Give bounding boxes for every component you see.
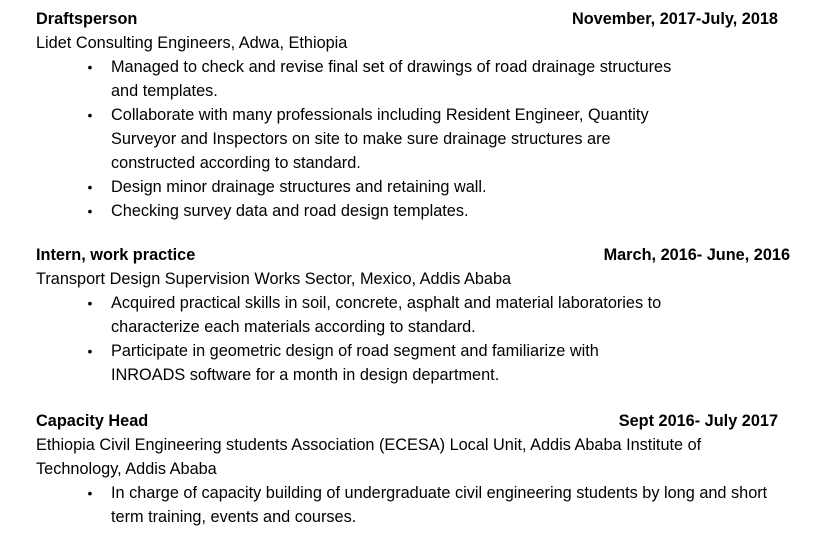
entry-header xyxy=(36,7,778,31)
list-item xyxy=(36,481,786,529)
experience-entry xyxy=(36,243,790,387)
bullet-icon: • xyxy=(87,485,93,501)
bullet-icon: • xyxy=(87,203,93,219)
organization: Lidet Consulting Engineers, Adwa, Ethiopia xyxy=(36,34,348,52)
organization: Ethiopia Civil Engineering students Association (ECESA) Local Unit, Addis Ababa Institute of Technology, Addis Ababa xyxy=(36,436,702,478)
duty-text: Checking survey data and road design templates. xyxy=(111,202,469,220)
bullet-icon: • xyxy=(87,107,93,123)
organization: Transport Design Supervision Works Sector, Mexico, Addis Ababa xyxy=(36,270,512,288)
list-item xyxy=(36,55,681,103)
duty-text: Acquired practical skills in soil, concrete, asphalt and material laboratories to characterize each materials according to standard. xyxy=(111,294,662,336)
duty-text: Design minor drainage structures and retaining wall. xyxy=(111,178,487,196)
experience-entry xyxy=(36,409,778,529)
list-item xyxy=(36,291,701,339)
job-dates: Sept 2016- July 2017 xyxy=(618,412,778,430)
job-title: Draftsperson xyxy=(36,10,138,28)
list-item xyxy=(36,199,711,223)
job-dates: March, 2016- June, 2016 xyxy=(603,246,790,264)
duty-text: In charge of capacity building of undergraduate civil engineering students by long and short term training, events and courses. xyxy=(111,484,768,526)
job-title: Intern, work practice xyxy=(36,246,196,264)
bullet-icon: • xyxy=(87,295,93,311)
entry-header xyxy=(36,243,790,267)
duty-text: Collaborate with many professionals including Resident Engineer, Quantity Surveyor and Inspectors on site to make sure drainage structures are constructed according to standard. xyxy=(111,106,649,172)
job-title: Capacity Head xyxy=(36,412,149,430)
duty-text: Managed to check and revise final set of drawings of road drainage structures and templates. xyxy=(111,58,672,100)
duties-list xyxy=(36,481,768,529)
bullet-icon: • xyxy=(87,179,93,195)
list-item xyxy=(36,339,646,387)
bullet-icon: • xyxy=(87,343,93,359)
job-dates: November, 2017-July, 2018 xyxy=(571,10,778,28)
bullet-icon: • xyxy=(87,59,93,75)
duty-text: Participate in geometric design of road segment and familiarize with INROADS software for a month in design department. xyxy=(111,342,599,384)
entry-header xyxy=(36,409,778,433)
duties-list xyxy=(36,291,756,387)
list-item xyxy=(36,175,711,199)
duties-list xyxy=(36,55,756,223)
experience-entry xyxy=(36,7,778,223)
list-item xyxy=(36,103,671,175)
